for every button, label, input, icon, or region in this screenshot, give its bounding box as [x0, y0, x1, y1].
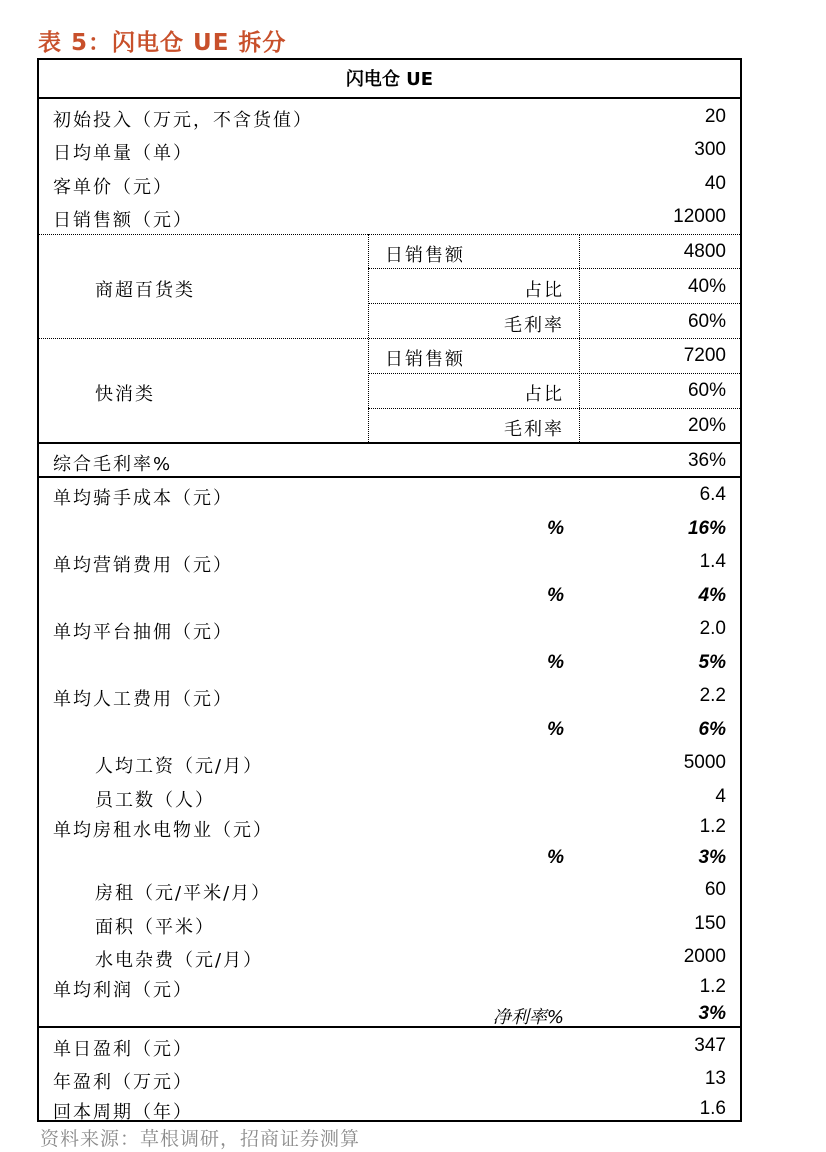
divider: [39, 1026, 740, 1028]
group-sub-label: 占比: [524, 384, 564, 405]
pct-value: 16%: [687, 518, 726, 539]
pct-value: 3%: [698, 847, 726, 868]
pct-value: 4%: [698, 585, 726, 606]
divider: [368, 268, 740, 269]
divider: [39, 476, 740, 478]
table-caption: 表 5：闪电仓 UE 拆分: [38, 30, 287, 56]
group-sub-value: 7200: [683, 345, 726, 366]
divider: [39, 442, 740, 444]
row-value: 1.4: [699, 551, 726, 572]
row-value: 40: [704, 173, 726, 194]
row-label: 人均工资（元/月）: [95, 756, 264, 777]
row-value: 4: [715, 786, 726, 807]
row-value: 1.6: [699, 1098, 726, 1119]
group-name: 快消类: [95, 384, 155, 405]
group-sub-value: 4800: [683, 241, 726, 262]
pct-value: 3%: [698, 1003, 726, 1024]
pct-label: %: [547, 585, 564, 606]
row-label: 日销售额（元）: [53, 210, 193, 231]
row-label: 单日盈利（元）: [53, 1039, 193, 1060]
row-label: 水电杂费（元/月）: [95, 950, 264, 971]
row-label: 单均营销费用（元）: [53, 555, 233, 576]
group-sub-label: 日销售额: [385, 349, 465, 370]
row-value: 1.2: [699, 816, 726, 837]
row-label: 单均利润（元）: [53, 980, 193, 1001]
group-sub-value: 60%: [687, 380, 726, 401]
row-value: 347: [694, 1035, 726, 1056]
group-sub-value: 20%: [687, 415, 726, 436]
row-value: 60: [704, 879, 726, 900]
divider: [368, 373, 740, 374]
pct-label: %: [547, 652, 564, 673]
group-sub-value: 40%: [687, 276, 726, 297]
row-label: 综合毛利率%: [53, 454, 173, 475]
divider: [368, 303, 740, 304]
row-value: 12000: [673, 206, 726, 227]
row-value: 300: [694, 139, 726, 160]
row-label: 房租（元/平米/月）: [95, 883, 272, 904]
group-sub-value: 60%: [687, 311, 726, 332]
group-sub-label: 占比: [524, 280, 564, 301]
row-label: 单均骑手成本（元）: [53, 488, 233, 509]
row-value: 13: [704, 1068, 726, 1089]
table-title: 闪电仓 UE: [39, 60, 740, 99]
pct-label: %: [547, 847, 564, 868]
row-label: 员工数（人）: [95, 790, 215, 811]
row-label: 回本周期（年）: [53, 1102, 193, 1123]
group-sub-label: 日销售额: [385, 245, 465, 266]
row-value: 6.4: [699, 484, 726, 505]
group-sub-label: 毛利率: [504, 419, 564, 440]
row-value: 2.2: [699, 685, 726, 706]
row-value: 20: [704, 106, 726, 127]
row-label: 面积（平米）: [95, 917, 215, 938]
row-value: 150: [694, 913, 726, 934]
row-label: 年盈利（万元）: [53, 1072, 193, 1093]
source-note: 资料来源：草根调研，招商证券测算: [40, 1128, 361, 1150]
row-value: 36%: [687, 450, 726, 471]
pct-value: 5%: [698, 652, 726, 673]
row-label: 日均单量（单）: [53, 143, 193, 164]
divider: [39, 338, 740, 339]
pct-label: %: [547, 518, 564, 539]
divider: [368, 408, 740, 409]
row-label: 单均房租水电物业（元）: [53, 820, 273, 841]
group-name: 商超百货类: [95, 280, 195, 301]
row-label: 单均人工费用（元）: [53, 689, 233, 710]
row-label: 初始投入（万元，不含货值）: [53, 110, 313, 131]
pct-label: 净利率%: [492, 1007, 564, 1028]
row-value: 2000: [683, 946, 726, 967]
group-sub-label: 毛利率: [504, 315, 564, 336]
row-label: 单均平台抽佣（元）: [53, 622, 233, 643]
row-value: 2.0: [699, 618, 726, 639]
row-value: 1.2: [699, 976, 726, 997]
pct-value: 6%: [698, 719, 726, 740]
ue-table: [37, 58, 742, 1122]
pct-label: %: [547, 719, 564, 740]
divider: [39, 234, 740, 235]
row-value: 5000: [683, 752, 726, 773]
row-label: 客单价（元）: [53, 177, 173, 198]
